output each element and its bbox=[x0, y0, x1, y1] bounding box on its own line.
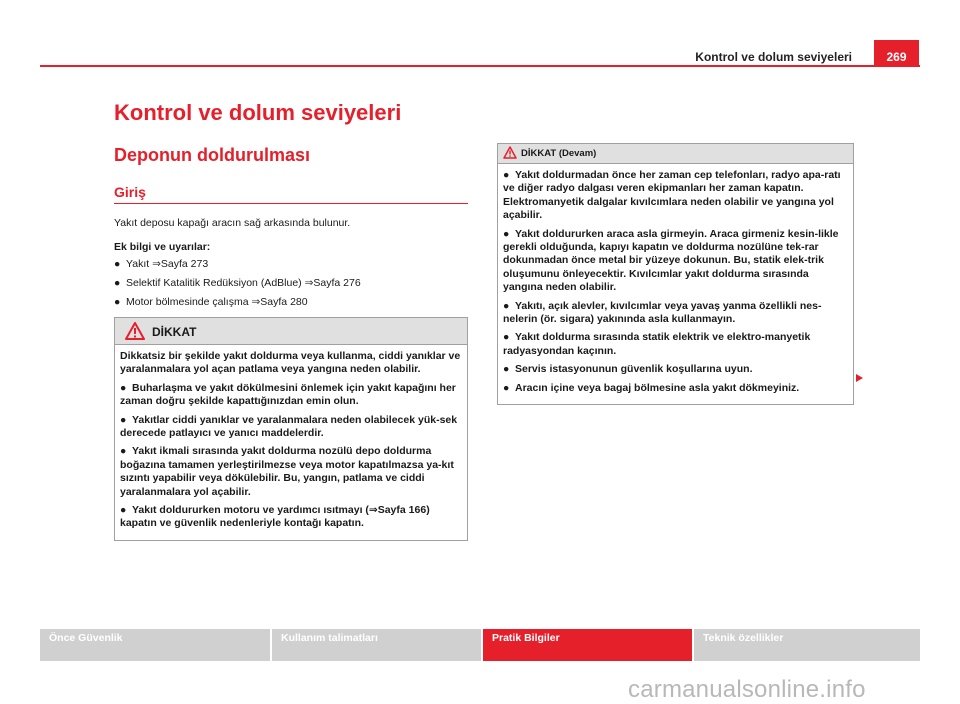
list-item-label: Yakıt bbox=[126, 258, 150, 270]
warning-intro: Dikkatsiz bir şekilde yakıt doldurma veya kullanma, ciddi yanıklar ve yaralanmalara yol açan patlama veya yangına neden olabilir. bbox=[120, 350, 461, 376]
warning-item bbox=[503, 169, 847, 223]
intro-paragraph: Yakıt deposu kapağı aracın sağ arkasında bulunur. bbox=[114, 217, 351, 229]
subsection-rule bbox=[114, 203, 468, 204]
warning-continued-box bbox=[497, 143, 854, 405]
warning-item-text: Yakıt doldururken araca asla girmeyin. Araca girmeniz kesin-likle gerekli olduğunda, kapıyı kapatın ve doldurma nozülüne tek-rar dokunmadan önce metal bir yüzeye dokunun. Bu, statik elek-trik oluşumunu önleyecektir. Kıvılcımlar yakıt doldurma sırasında yangına neden olabilir. bbox=[503, 227, 839, 294]
warning-header bbox=[498, 144, 853, 164]
warning-item-text: Yakıt doldurmadan önce her zaman cep telefonları, radyo apa-ratı ve diğer radyo dalgası veren ekipmanları her zaman kapatın. Elektromanyetik dalgalar kıvılcımlara neden olabilir ve yangına yol açabilir. bbox=[503, 169, 841, 222]
list-item[interactable] bbox=[114, 276, 468, 290]
warning-item bbox=[503, 382, 847, 395]
warning-item bbox=[120, 382, 461, 409]
subsection-title: Giriş bbox=[114, 184, 146, 200]
watermark: carmanualsonline.info bbox=[628, 676, 866, 703]
warning-item bbox=[120, 504, 461, 531]
warning-item-text: Aracın içine veya bagaj bölmesine asla yakıt dökmeyiniz. bbox=[515, 381, 800, 394]
warning-item bbox=[120, 445, 461, 499]
list-item-label: Motor bölmesinde çalışma bbox=[126, 296, 249, 308]
warning-triangle-icon bbox=[125, 322, 145, 345]
chapter-title: Kontrol ve dolum seviyeleri bbox=[114, 100, 402, 125]
bullet: ● bbox=[503, 363, 510, 376]
warning-item bbox=[503, 300, 847, 327]
warning-item-text: Servis istasyonunun güvenlik koşullarına uyun. bbox=[515, 363, 753, 376]
bullet: ● bbox=[114, 296, 121, 308]
continue-arrow-icon bbox=[856, 374, 863, 382]
tab-practical-tips[interactable]: Pratik Bilgiler bbox=[483, 629, 694, 661]
bullet: ● bbox=[114, 258, 121, 270]
arrow-icon: ⇒ bbox=[251, 296, 261, 308]
list-item[interactable] bbox=[114, 257, 468, 271]
bullet: ● bbox=[120, 381, 127, 394]
warning-header bbox=[115, 318, 467, 345]
tab-safety[interactable]: Önce Güvenlik bbox=[40, 629, 272, 661]
warning-body bbox=[115, 345, 467, 540]
page-number: 269 bbox=[874, 40, 919, 67]
bullet: ● bbox=[503, 299, 510, 312]
warning-title: DİKKAT (Devam) bbox=[521, 148, 597, 159]
bullet: ● bbox=[120, 445, 127, 458]
arrow-icon: ⇒ bbox=[304, 277, 314, 289]
warning-item bbox=[120, 414, 461, 441]
tab-operating-instructions[interactable]: Kullanım talimatları bbox=[272, 629, 483, 661]
warning-item-text: Yakıt ikmali sırasında yakıt doldurma nozülü depo doldurma boğazına tamamen yerleştirilmezse veya motor kapatılmazsa ya-kıt sızıntı yapabilir veya dökülebilir. Bu, yangın, patlama ve ciddi yaralanmalara yol açabilir. bbox=[120, 445, 454, 498]
footer-navigation bbox=[40, 629, 920, 661]
warning-item-text: Yakıtı, açık alevler, kıvılcımlar veya yavaş yanma özellikli nes-nelerin (ör. sigara) yakınında asla kullanmayın. bbox=[503, 299, 822, 326]
warning-triangle-icon bbox=[503, 146, 517, 164]
bullet: ● bbox=[120, 413, 127, 426]
warning-item-text: Yakıt doldururken motoru ve yardımcı ısıtmayı ( bbox=[132, 504, 369, 517]
tab-technical-data[interactable]: Teknik özellikler bbox=[694, 629, 920, 661]
warning-item bbox=[503, 228, 847, 295]
page-reference-link[interactable]: Sayfa 276 bbox=[313, 277, 361, 289]
page-reference-link[interactable]: Sayfa 273 bbox=[160, 258, 209, 270]
bullet: ● bbox=[114, 277, 121, 289]
arrow-icon: ⇒ bbox=[152, 258, 161, 270]
bullet: ● bbox=[120, 504, 127, 517]
arrow-icon: ⇒ bbox=[368, 504, 378, 517]
warning-item-text: Yakıt doldurma sırasında statik elektrik ve elektro-manyetik radyasyondan kaçının. bbox=[503, 331, 811, 357]
running-header-title: Kontrol ve dolum seviyeleri bbox=[695, 50, 852, 64]
warning-item bbox=[503, 363, 847, 376]
warning-item-text: Yakıtlar ciddi yanıklar ve yaralanmalara neden olabilecek yük-sek derecede patlayıcı ve yanıcı maddelerdir. bbox=[120, 413, 458, 440]
bullet: ● bbox=[503, 331, 510, 344]
warning-item-text: ) kapatın ve güvenlik nedenleriyle kontağı kapatın. bbox=[120, 504, 430, 530]
warning-body bbox=[498, 164, 853, 404]
bullet: ● bbox=[503, 169, 510, 181]
warning-item bbox=[503, 331, 847, 358]
bullet: ● bbox=[503, 381, 510, 394]
warning-box bbox=[114, 317, 468, 541]
cross-reference-list bbox=[114, 257, 468, 314]
page-reference-link[interactable]: Sayfa 166 bbox=[377, 504, 427, 517]
page-reference-link[interactable]: Sayfa 280 bbox=[260, 296, 308, 308]
warning-title: DİKKAT bbox=[152, 325, 197, 339]
list-item[interactable] bbox=[114, 295, 468, 309]
links-heading: Ek bilgi ve uyarılar: bbox=[114, 241, 211, 253]
warning-item-text: Buharlaşma ve yakıt dökülmesini önlemek için yakıt kapağını her zaman doğru şekilde kapattığınızdan emin olun. bbox=[120, 381, 456, 408]
section-title: Deponun doldurulması bbox=[114, 145, 310, 165]
bullet: ● bbox=[503, 227, 510, 240]
header-rule bbox=[40, 65, 920, 67]
list-item-label: Selektif Katalitik Redüksiyon (AdBlue) bbox=[126, 277, 302, 289]
